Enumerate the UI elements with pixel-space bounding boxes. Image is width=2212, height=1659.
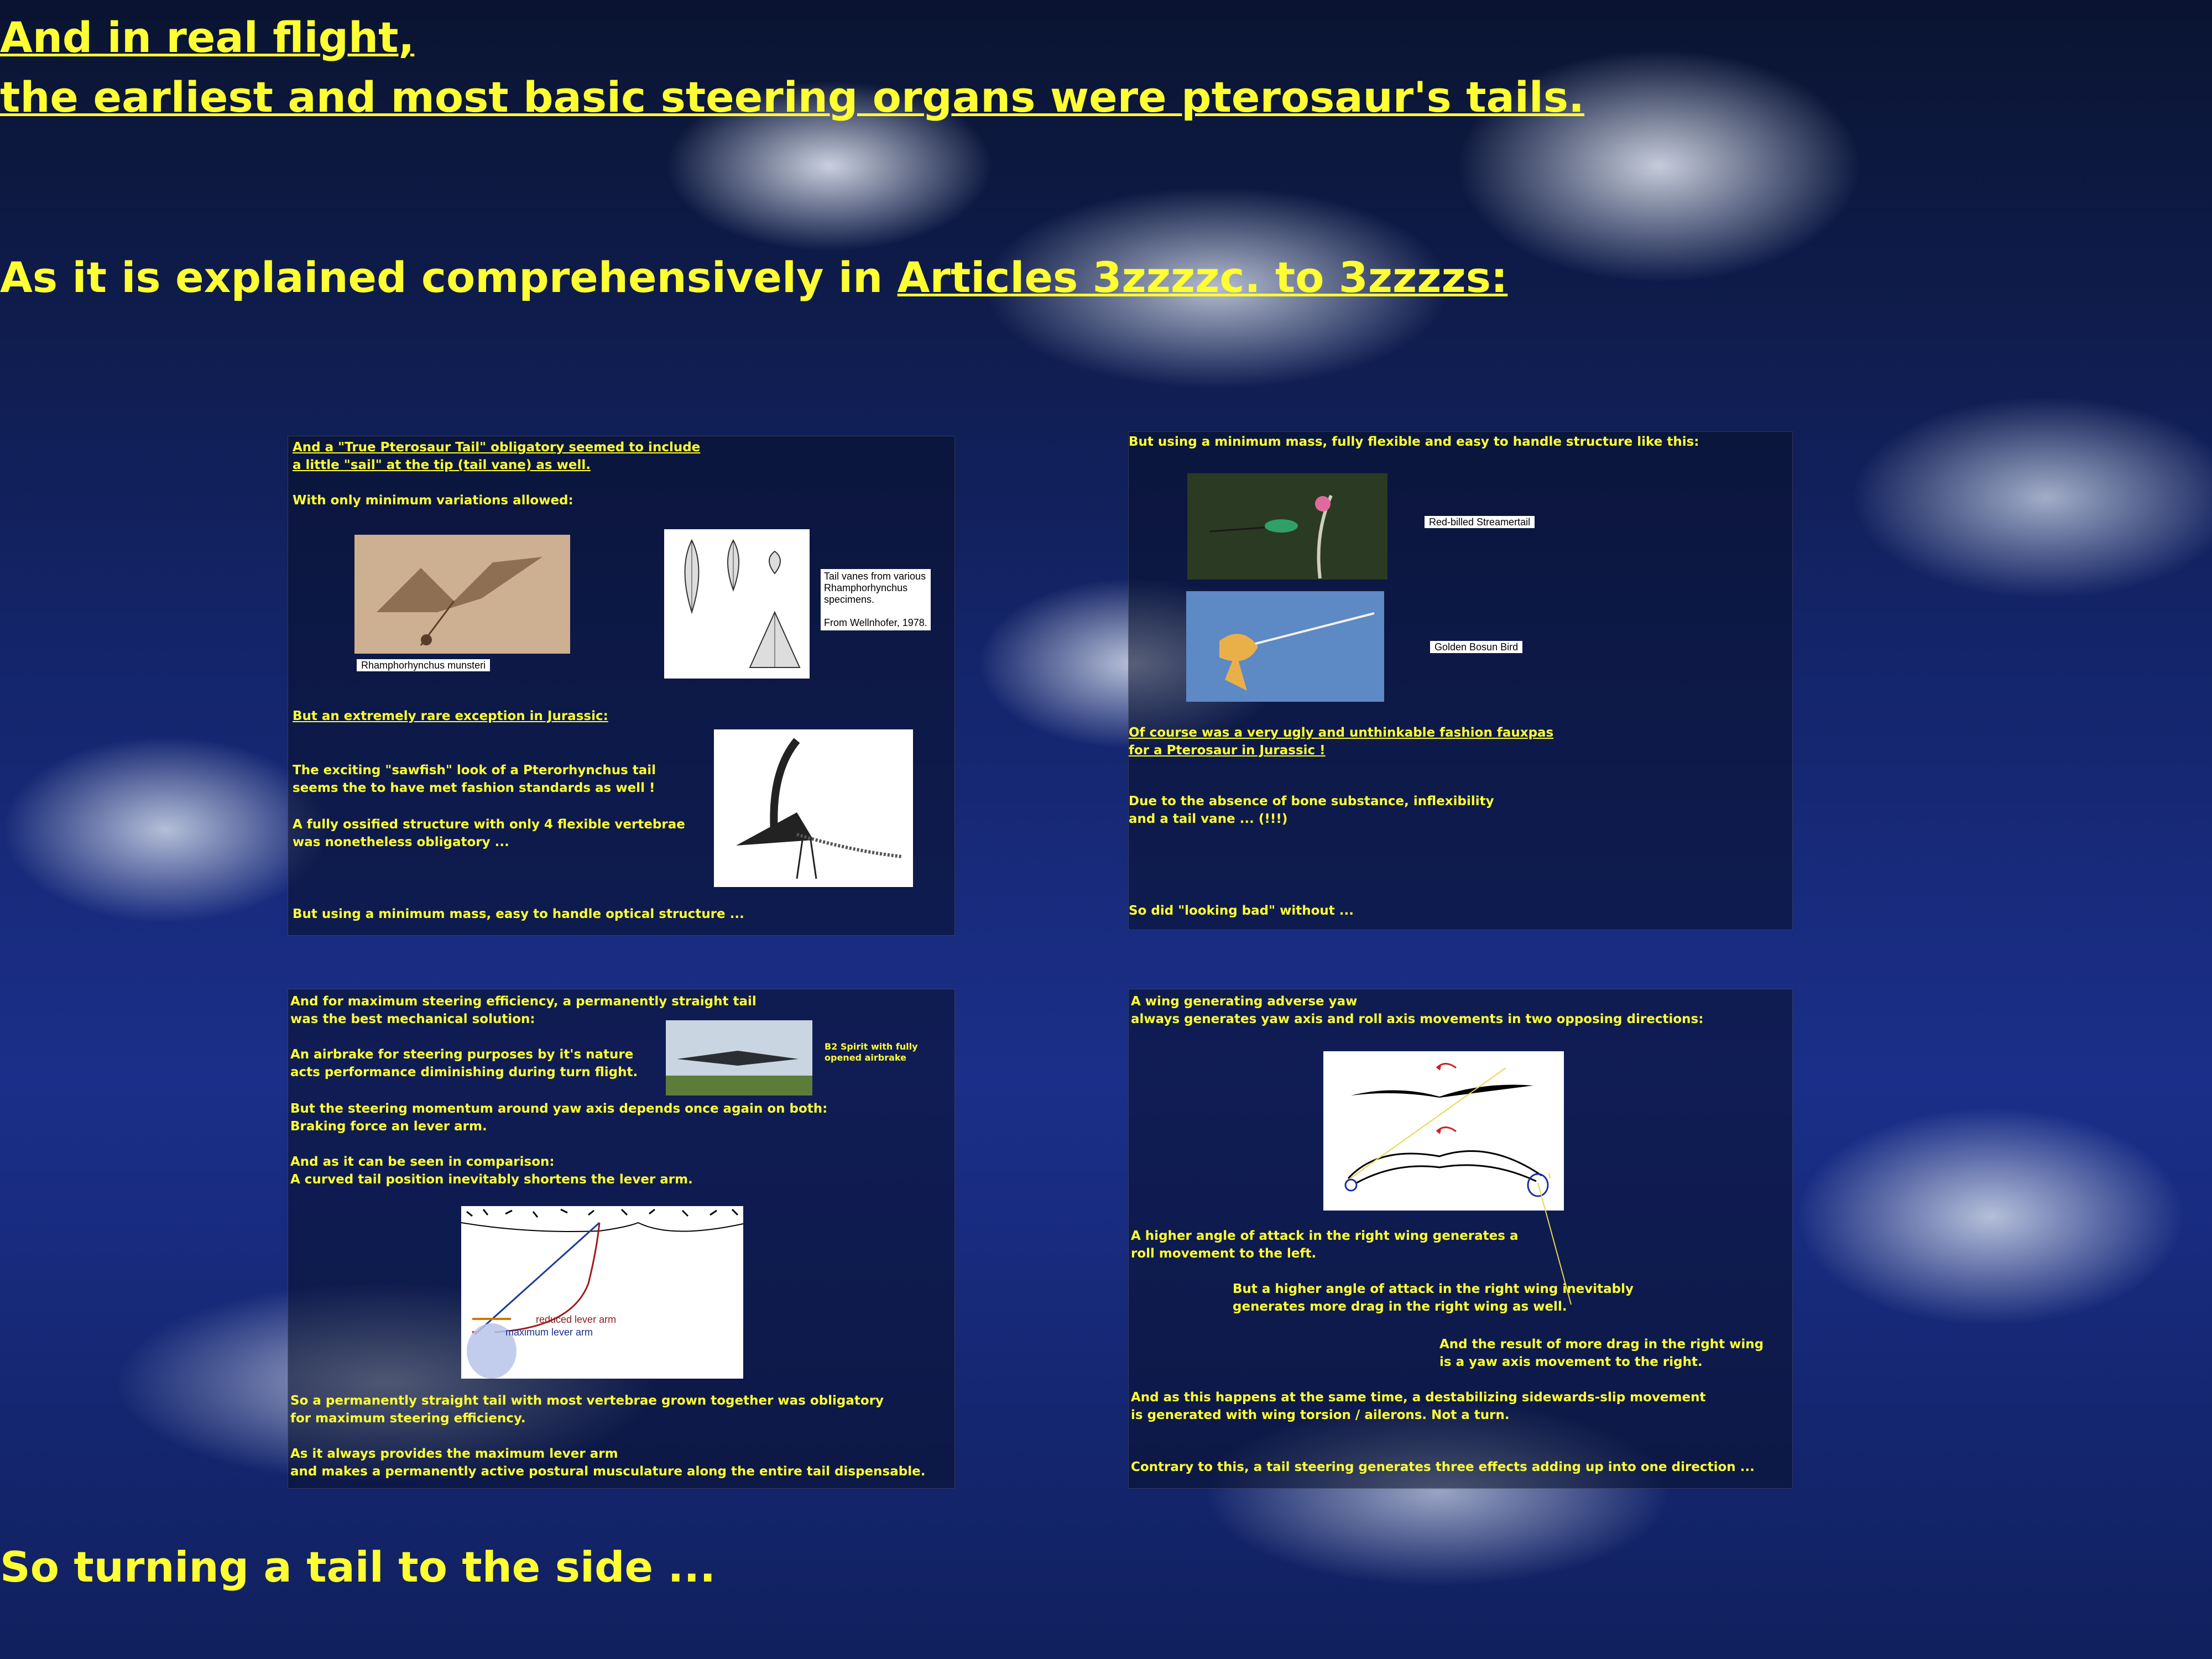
rhamphorhynchus-fossil-image [354,535,570,654]
heading-line-3-prefix: As it is explained comprehensively in [0,253,898,302]
bosun-bird-photo [1186,591,1384,702]
caption-b2-spirit: B2 Spirit with fully opened airbrake [825,1041,918,1063]
panel4-text-3: But a higher angle of attack in the right wing inevitably generates more drag in the right wing as well. [1233,1282,1634,1314]
panel1-text-6: A fully ossified structure with only 4 flexible vertebrae was nonetheless obligatory ... [293,817,685,849]
panel-lever-arm [288,989,955,1489]
panel2-text-2: Of course was a very ugly and unthinkable fashion fauxpas for a Pterosaur in Jurassic ! [1129,726,1554,758]
panel3-text-6: As it always provides the maximum lever arm and makes a permanently active postural musculature along the entire tail dispensable. [290,1447,926,1479]
panel1-text-7: But using a minimum mass, easy to handle optical structure ... [293,907,744,921]
panel1-text-5: The exciting "sawfish" look of a Pterorhynchus tail seems the to have met fashion standards as well ! [293,763,656,795]
panel-bird-tails [1128,431,1793,930]
label-maximum-lever-arm: maximum lever arm [505,1327,593,1338]
panel2-text-3: Due to the absence of bone substance, inflexibility and a tail vane ... (!!!) [1129,794,1494,826]
lever-arm-diagram [461,1206,743,1379]
panel4-text-2: A higher angle of attack in the right wing generates a roll movement to the left. [1131,1229,1519,1261]
streamertail-photo [1187,473,1387,580]
panel3-text-1: And for maximum steering efficiency, a permanently straight tail was the best mechanical solution: [290,994,757,1026]
caption-tail-vanes: Tail vanes from various Rhamphorhynchus specimens. From Wellnhofer, 1978. [821,569,931,630]
tail-vanes-diagram [664,529,810,679]
label-reduced-lever-arm: reduced lever arm [536,1314,617,1325]
caption-streamertail: Red-billed Streamertail [1425,516,1535,528]
b2-spirit-photo [666,1020,812,1095]
panel2-text-4: So did "looking bad" without ... [1129,904,1354,918]
caption-rhamphorhynchus: Rhamphorhynchus munsteri [357,659,490,671]
panel4-text-5: And as this happens at the same time, a destabilizing sidewards-slip movement is generated with wing torsion / ailerons. Not a turn. [1131,1390,1706,1422]
panel3-text-3: But the steering momentum around yaw axis depends once again on both: Braking force an lever arm. [290,1102,828,1134]
panel1-text-2: a little "sail" at the tip (tail vane) as well. [293,458,591,472]
heading-line-3 [0,248,1507,307]
panel3-text-4: And as it can be seen in comparison: A curved tail position inevitably shortens the lever arm. [290,1155,693,1187]
articles-link[interactable]: Articles 3zzzzc. to 3zzzzs: [897,253,1508,302]
pterorhynchus-skeleton-image [714,729,913,887]
heading-line-1: And in real flight, [0,13,415,62]
caption-bosun-bird: Golden Bosun Bird [1430,641,1522,653]
panel2-text-1: But using a minimum mass, fully flexible and easy to handle structure like this: [1129,435,1699,449]
panel1-text-3: With only minimum variations allowed: [293,493,573,508]
heading-line-2: the earliest and most basic steering organs were pterosaur's tails. [0,72,1585,122]
panel3-text-2: An airbrake for steering purposes by it's nature acts performance diminishing during turn flight. [290,1047,638,1079]
panel4-text-1: A wing generating adverse yaw always generates yaw axis and roll axis movements in two opposing directions: [1131,994,1704,1026]
panel-pterosaur-tail [288,436,955,936]
footer-text: So turning a tail to the side ... [0,1542,716,1592]
panel3-text-5: So a permanently straight tail with most vertebrae grown together was obligatory for maximum steering efficiency. [290,1394,884,1426]
panel1-text-1: And a "True Pterosaur Tail" obligatory seemed to include [293,440,701,455]
panel4-text-4: And the result of more drag in the right wing is a yaw axis movement to the right. [1439,1337,1764,1369]
panel1-text-4: But an extremely rare exception in Jurassic: [293,709,608,723]
panel4-text-6: Contrary to this, a tail steering generates three effects adding up into one direction ... [1131,1460,1755,1474]
panel-adverse-yaw [1128,989,1793,1489]
